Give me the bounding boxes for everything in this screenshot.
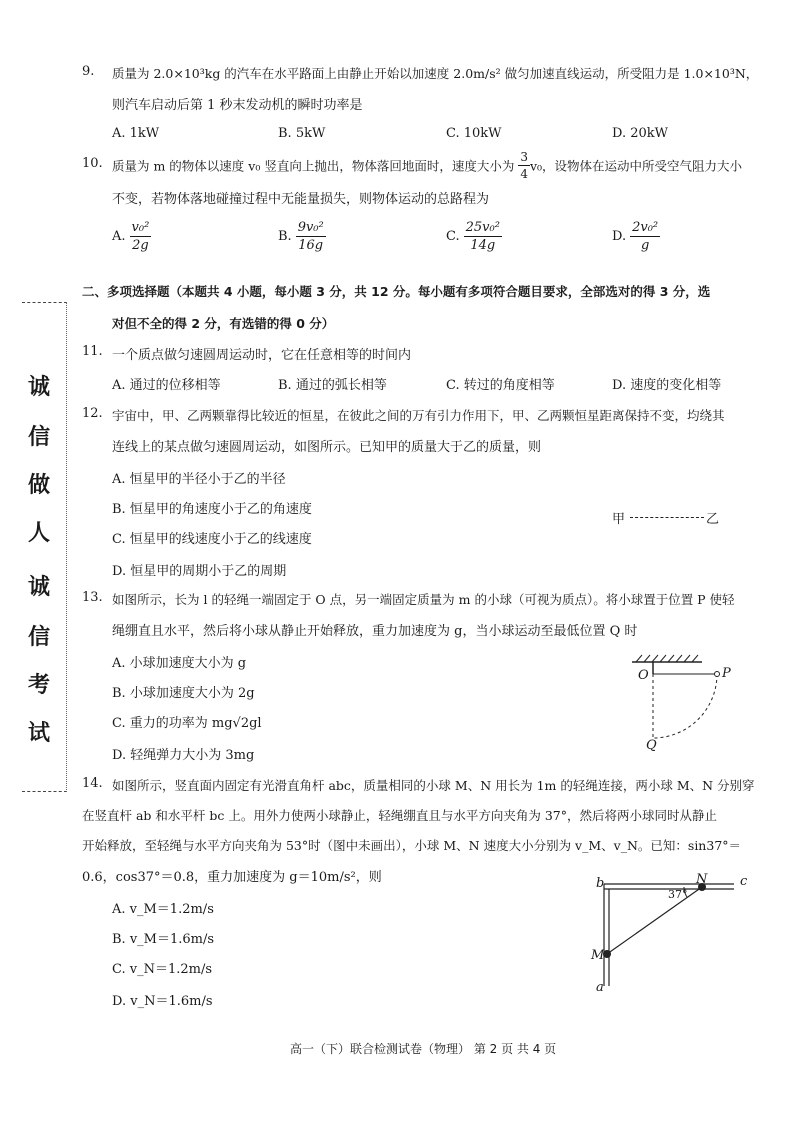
- ball-n-label: N: [696, 872, 708, 887]
- question-12-stem-line2: 连线上的某点做匀速圆周运动，如图所示。已知甲的质量大于乙的质量，则: [112, 440, 542, 455]
- question-10-stem-tail: v₀，设物体在运动中所受空气阻力大小: [529, 158, 743, 174]
- question-12-number: 12.: [82, 406, 103, 421]
- question-9-stem-line2: 则汽车启动后第 1 秒末发动机的瞬时功率是: [112, 98, 363, 113]
- section-2-heading-line1: 二、多项选择题（本题共 4 小题，每小题 3 分，共 12 分。每小题有多项符合题目要求，全部选对的得 3 分，选: [82, 284, 711, 299]
- ball-m-label: M: [591, 948, 605, 963]
- question-10-stem-line1: [112, 150, 742, 181]
- option-numerator: v₀²: [131, 220, 150, 235]
- question-13-option-d: D. 轻绳弹力大小为 3mg: [112, 748, 255, 763]
- question-13-stem-line2: 绳绷直且水平，然后将小球从静止开始释放，重力加速度为 g，当小球运动至最低位置 Q 时: [112, 624, 638, 639]
- question-13-option-b: B. 小球加速度大小为 2g: [112, 686, 255, 701]
- section-2-heading-line2: 对但不全的得 2 分，有选错的得 0 分）: [112, 316, 335, 331]
- point-p-label: P: [722, 666, 731, 681]
- question-10-fraction-denominator: 4: [520, 167, 528, 181]
- question-10-option-b: [278, 220, 326, 253]
- question-11-stem: 一个质点做匀速圆周运动时，它在任意相等的时间内: [112, 348, 412, 363]
- angle-37-label: 37°: [668, 888, 688, 901]
- question-10-option-d: [612, 220, 660, 253]
- question-13-option-a: A. 小球加速度大小为 g: [112, 656, 247, 671]
- question-12-option-a: A. 恒星甲的半径小于乙的半径: [112, 472, 286, 487]
- question-11-option-a: A. 通过的位移相等: [112, 378, 221, 393]
- question-12-option-c: C. 恒星甲的线速度小于乙的线速度: [112, 532, 312, 547]
- question-14-option-c: C. v_N＝1.2m/s: [112, 962, 213, 977]
- question-11-option-c: C. 转过的角度相等: [446, 378, 555, 393]
- sidebar-char: 考: [27, 673, 50, 698]
- point-a-label: a: [596, 980, 604, 995]
- question-13-stem-line1: 如图所示，长为 l 的轻绳一端固定于 O 点，另一端固定质量为 m 的小球（可视为质点）。将小球置于位置 P 使轻: [112, 592, 735, 607]
- sidebar-char: 诚: [27, 575, 50, 600]
- question-10-stem-text: 质量为 m 的物体以速度 v₀ 竖直向上抛出，物体落回地面时，速度大小为: [112, 158, 515, 174]
- star-connecting-line: [630, 517, 704, 518]
- option-label: C.: [446, 229, 460, 244]
- option-denominator: 2g: [132, 238, 149, 253]
- question-10-fraction-numerator: 3: [520, 150, 528, 164]
- question-12-option-b: B. 恒星甲的角速度小于乙的角速度: [112, 502, 312, 517]
- option-label: D.: [612, 229, 627, 244]
- option-numerator: 25v₀²: [465, 220, 500, 235]
- sidebar-char: 信: [27, 425, 50, 450]
- sidebar-char: 人: [27, 521, 50, 546]
- option-label: A.: [112, 229, 126, 244]
- point-c-label: c: [740, 874, 748, 889]
- question-11-option-b: B. 通过的弧长相等: [278, 378, 387, 393]
- question-9-option-d: D. 20kW: [612, 126, 669, 141]
- question-9-option-b: B. 5kW: [278, 126, 326, 141]
- question-14-stem-line3: 开始释放，至轻绳与水平方向夹角为 53°时（图中未画出），小球 M、N 速度大小分别为 v_M、v_N。已知：sin37°＝: [82, 838, 742, 853]
- question-9-option-c: C. 10kW: [446, 126, 502, 141]
- sidebar-char: 做: [27, 473, 50, 498]
- question-10-option-c: [446, 220, 502, 253]
- question-10-option-a: [112, 220, 151, 253]
- option-numerator: 9v₀²: [297, 220, 324, 235]
- question-14-stem-line4: 0.6，cos37°＝0.8，重力加速度为 g＝10m/s²，则: [82, 870, 382, 885]
- question-12-option-d: D. 恒星甲的周期小于乙的周期: [112, 564, 287, 579]
- sidebar-char: 诚: [27, 375, 50, 400]
- question-14-option-d: D. v_N＝1.6m/s: [112, 994, 213, 1009]
- point-q-label: Q: [646, 738, 657, 753]
- question-11-option-d: D. 速度的变化相等: [612, 378, 722, 393]
- question-14-number: 14.: [82, 776, 103, 791]
- page-footer: 高一（下）联合检测试卷（物理） 第 2 页 共 4 页: [290, 1042, 557, 1056]
- question-10-number: 10.: [82, 156, 103, 171]
- question-11-number: 11.: [82, 344, 103, 359]
- question-14-stem-line1: 如图所示，竖直面内固定有光滑直角杆 abc，质量相同的小球 M、N 用长为 1m 的轻绳连接，两小球 M、N 分别穿: [112, 778, 755, 793]
- option-numerator: 2v₀²: [632, 220, 659, 235]
- question-9-option-a: A. 1kW: [112, 126, 160, 141]
- question-12-stem-line1: 宇宙中，甲、乙两颗靠得比较近的恒星，在彼此之间的万有引力作用下，甲、乙两颗恒星距离保持不变，均绕其: [112, 408, 725, 423]
- option-denominator: g: [640, 238, 650, 253]
- question-14-option-b: B. v_M＝1.6m/s: [112, 932, 215, 947]
- option-label: B.: [278, 229, 292, 244]
- sidebar-char: 信: [27, 625, 50, 650]
- sidebar-char: 试: [27, 721, 50, 746]
- question-14-option-a: A. v_M＝1.2m/s: [112, 902, 214, 917]
- question-9-number: 9.: [82, 64, 95, 79]
- option-denominator: 14g: [470, 238, 496, 253]
- option-denominator: 16g: [298, 238, 324, 253]
- star-jia-label: 甲: [612, 512, 626, 527]
- point-b-label: b: [596, 876, 605, 891]
- point-o-label: O: [638, 668, 649, 683]
- question-13-number: 13.: [82, 590, 103, 605]
- question-9-stem-line1: 质量为 2.0×10³kg 的汽车在水平路面上由静止开始以加速度 2.0m/s² 做匀加速直线运动，所受阻力是 1.0×10³N，: [112, 66, 759, 81]
- question-10-stem-line2: 不变，若物体落地碰撞过程中无能量损失，则物体运动的总路程为: [112, 192, 490, 207]
- question-13-option-c: C. 重力的功率为 mg√2gl: [112, 716, 262, 731]
- question-14-stem-line2: 在竖直杆 ab 和水平杆 bc 上。用外力使两小球静止，轻绳绷直且与水平方向夹角为 37°，然后将两小球同时从静止: [82, 808, 717, 823]
- star-yi-label: 乙: [706, 512, 720, 527]
